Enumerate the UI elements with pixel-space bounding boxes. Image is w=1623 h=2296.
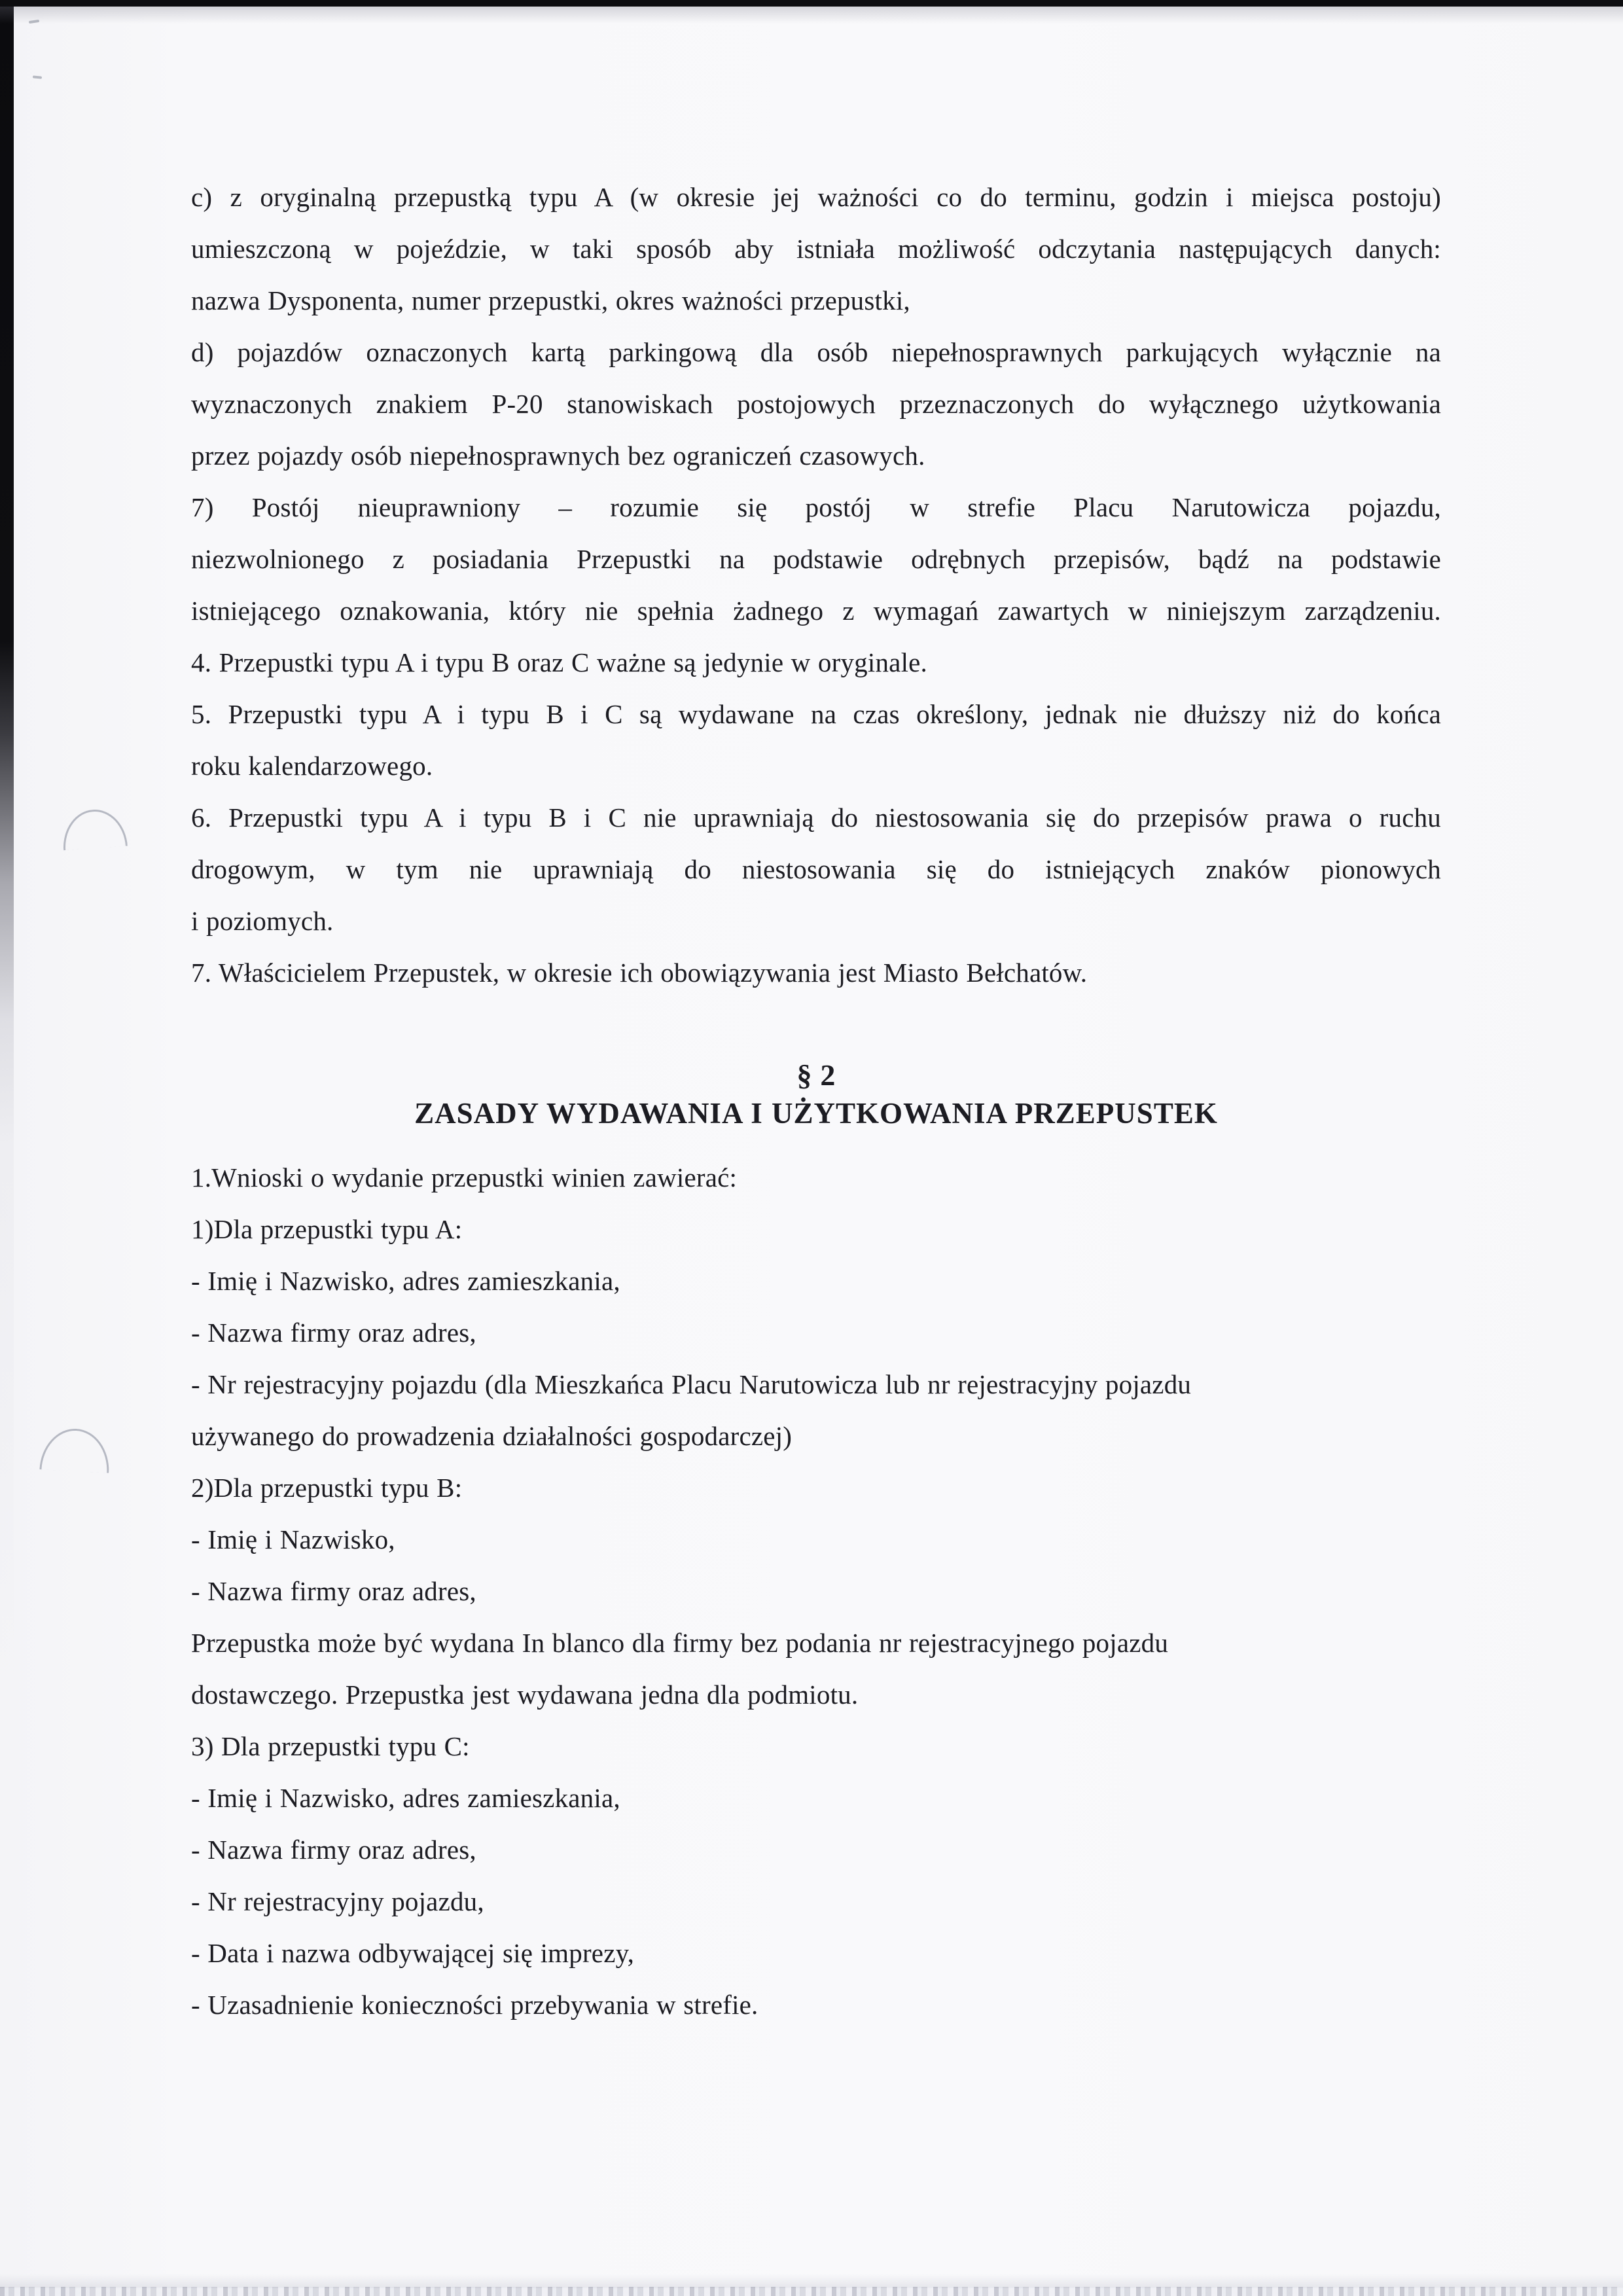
- text-line: - Nazwa firmy oraz adres,: [191, 1835, 476, 1865]
- text-line: roku kalendarzowego.: [191, 751, 433, 781]
- text-line: - Uzasadnienie konieczności przebywania w strefie.: [191, 1990, 758, 2020]
- text-line: d) pojazdów oznaczonych kartą parkingową dla osób niepełnosprawnych parkujących wyłącznie na: [191, 337, 1441, 367]
- scan-edge-top-strip: [0, 0, 1623, 7]
- text-line: 2)Dla przepustki typu B:: [191, 1473, 463, 1503]
- text-line: - Imię i Nazwisko, adres zamieszkania,: [191, 1783, 620, 1813]
- text-line: niezwolnionego z posiadania Przepustki na podstawie odrębnych przepisów, bądź na podstawie: [191, 544, 1441, 574]
- text-line: 6. Przepustki typu A i typu B i C nie uprawniają do niestosowania się do przepisów prawa o ruchu: [191, 802, 1441, 833]
- text-line: - Data i nazwa odbywającej się imprezy,: [191, 1938, 635, 1968]
- text-line: 1.Wnioski o wydanie przepustki winien zawierać:: [191, 1162, 738, 1193]
- paragraph-2-rules: [191, 1152, 1441, 2031]
- text-line: wyznaczonych znakiem P-20 stanowiskach postojowych przeznaczonych do wyłącznego użytkowania: [191, 389, 1441, 419]
- text-line: 4. Przepustki typu A i typu B oraz C ważne są jedynie w oryginale.: [191, 647, 928, 677]
- text-line: - Nazwa firmy oraz adres,: [191, 1576, 476, 1606]
- scan-dash-artifact-2: [33, 75, 42, 79]
- text-line: 3) Dla przepustki typu C:: [191, 1731, 470, 1761]
- text-line: - Nr rejestracyjny pojazdu,: [191, 1886, 484, 1916]
- document-body: [191, 171, 1441, 2031]
- scan-edge-bottom-haze: [0, 2274, 1623, 2288]
- section-title: ZASADY WYDAWANIA I UŻYTKOWANIA PRZEPUSTEK: [414, 1097, 1218, 1130]
- scan-edge-left-strip: [0, 0, 14, 2296]
- text-line: istniejącego oznakowania, który nie spełnia żadnego z wymagań zawartych w niniejszym zarządzeniu.: [191, 596, 1441, 626]
- text-line: przez pojazdy osób niepełnosprawnych bez ograniczeń czasowych.: [191, 440, 925, 471]
- scan-arc-artifact-lower: [39, 1427, 111, 1473]
- text-line: drogowym, w tym nie uprawniają do niestosowania się do istniejących znaków pionowych: [191, 854, 1441, 884]
- text-line: - Imię i Nazwisko,: [191, 1524, 395, 1554]
- text-line: 5. Przepustki typu A i typu B i C są wydawane na czas określony, jednak nie dłuższy niż do końca: [191, 699, 1441, 729]
- text-line: 7) Postój nieuprawniony – rozumie się postój w strefie Placu Narutowicza pojazdu,: [191, 492, 1441, 522]
- text-line: dostawczego. Przepustka jest wydawana jedna dla podmiotu.: [191, 1679, 859, 1710]
- text-line: używanego do prowadzenia działalności gospodarczej): [191, 1421, 793, 1451]
- text-line: umieszczoną w pojeździe, w taki sposób aby istniała możliwość odczytania następujących danych:: [191, 234, 1441, 264]
- text-line: i poziomych.: [191, 906, 334, 936]
- text-line: - Imię i Nazwisko, adres zamieszkania,: [191, 1266, 620, 1296]
- scan-arc-artifact-upper: [61, 808, 128, 851]
- text-line: 1)Dla przepustki typu A:: [191, 1214, 463, 1244]
- text-line: - Nr rejestracyjny pojazdu (dla Mieszkańca Placu Narutowicza lub nr rejestracyjny pojazdu: [191, 1369, 1192, 1399]
- paragraph-1-definitions: [191, 171, 1441, 999]
- section-heading: [191, 1056, 1441, 1132]
- scan-edge-bottom-band: [0, 2287, 1623, 2296]
- text-line: Przepustka może być wydana In blanco dla firmy bez podania nr rejestracyjnego pojazdu: [191, 1628, 1169, 1658]
- text-line: 7. Właścicielem Przepustek, w okresie ich obowiązywania jest Miasto Bełchatów.: [191, 958, 1088, 988]
- text-line: c) z oryginalną przepustką typu A (w okresie jej ważności co do terminu, godzin i miejsca postoju): [191, 182, 1441, 212]
- text-line: - Nazwa firmy oraz adres,: [191, 1318, 476, 1348]
- section-number: § 2: [796, 1058, 836, 1092]
- text-line: nazwa Dysponenta, numer przepustki, okres ważności przepustki,: [191, 285, 910, 315]
- scan-edge-top-shadow: [0, 7, 1623, 24]
